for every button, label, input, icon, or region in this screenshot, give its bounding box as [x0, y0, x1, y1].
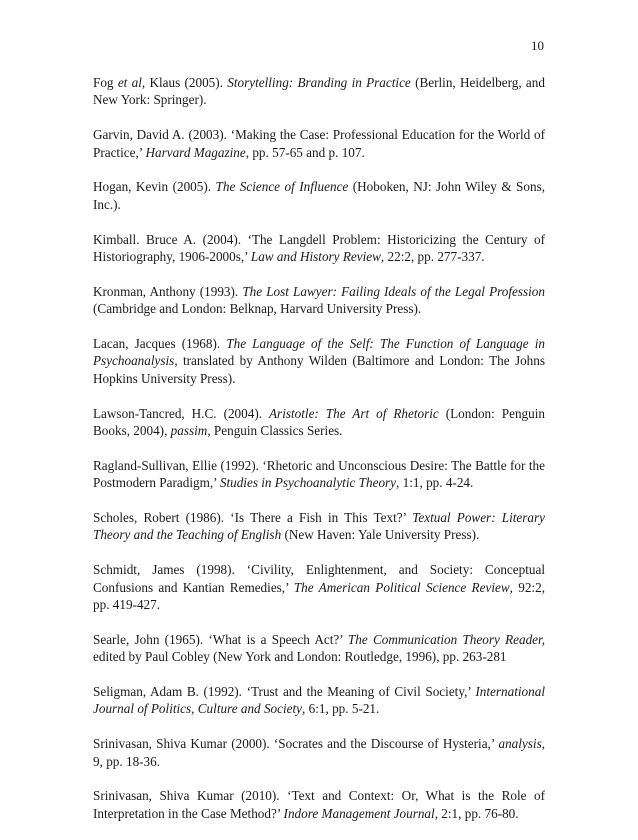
italic-title: analysis [498, 736, 542, 752]
reference-text: , pp. 57-65 and p. 107. [245, 144, 365, 160]
reference-text: , 9, pp. 18-36. [93, 736, 545, 769]
italic-title: The Language of the Self: The Function of Language in Psychoanalysis [93, 336, 545, 369]
reference-text: , 1:1, pp. 4-24. [396, 475, 474, 491]
reference-entry [93, 509, 545, 544]
reference-text: Kronman, Anthony (1993). [93, 283, 243, 299]
reference-text: Fog [93, 75, 118, 90]
italic-title: International Journal of Politics, Culture and Society [93, 684, 545, 717]
reference-text: (Berlin, Heidelberg, and New York: Springer). [93, 75, 545, 108]
reference-list [93, 74, 545, 840]
reference-text: Srinivasan, Shiva Kumar (2000). ‘Socrates and the Discourse of Hysteria,’ [93, 736, 499, 752]
reference-text: Garvin, David A. (2003). ‘Making the Case: Professional Education for the World of Practice,’ [93, 127, 545, 160]
reference-text: , 92:2, pp. 419-427. [93, 579, 545, 613]
italic-title: The Science of Influence [215, 179, 349, 195]
reference-text: , 2:1, pp. 76-80. [434, 805, 519, 821]
reference-text: (New Haven: Yale University Press). [281, 527, 480, 543]
reference-text: , 22:2, pp. 277-337. [380, 249, 485, 265]
italic-title: The Communication Theory Reader, [347, 631, 545, 647]
italic-title: Studies in Psychoanalytic Theory [219, 475, 397, 491]
italic-title: Indore Management Journal [283, 805, 435, 821]
italic-title: Law and History Review [250, 249, 381, 265]
italic-title: Textual Power: Literary Theory and the Teaching of English [93, 510, 545, 543]
reference-text: (Cambridge and London: Belknap, Harvard University Press). [93, 301, 422, 317]
reference-text: edited by Paul Cobley (New York and London: Routledge, 1996), pp. 263-281 [93, 649, 507, 665]
italic-title: Harvard Magazine [145, 144, 246, 160]
italic-title: passim [170, 423, 208, 439]
reference-text: Scholes, Robert (1986). ‘Is There a Fish in This Text?’ [93, 510, 413, 526]
reference-entry [93, 735, 545, 770]
reference-entry [93, 126, 545, 161]
reference-entry [93, 335, 545, 387]
reference-text: Srinivasan, Shiva Kumar (2010). ‘Text and Context: Or, What is the Role of Interpretation in the Case Method?’ [93, 788, 545, 821]
italic-title: et al, [117, 75, 146, 90]
reference-entry [93, 231, 545, 266]
reference-entry [93, 405, 545, 440]
reference-entry [93, 561, 545, 613]
reference-entry [93, 178, 545, 213]
reference-text: Lacan, Jacques (1968). [93, 336, 227, 352]
reference-entry [93, 683, 545, 718]
reference-entry [93, 457, 545, 492]
italic-title: The Lost Lawyer: Failing Ideals of the Legal Profession [242, 283, 545, 299]
reference-entry [93, 74, 545, 109]
reference-text: Klaus (2005). [145, 75, 228, 90]
page-number: 10 [531, 38, 544, 53]
reference-text: Ragland-Sullivan, Ellie (1992). ‘Rhetoric and Unconscious Desire: The Battle for the Postmodern Paradigm,’ [93, 457, 545, 491]
italic-title: The American Political Science Review [293, 579, 510, 595]
italic-title: Storytelling: Branding in Practice [227, 75, 411, 90]
reference-text: , Penguin Classics Series. [207, 423, 343, 439]
reference-text: , 6:1, pp. 5-21. [302, 701, 380, 717]
italic-title: Aristotle: The Art of Rhetoric [269, 405, 439, 421]
reference-text: Searle, John (1965). ‘What is a Speech Act?’ [93, 631, 348, 647]
reference-entry [93, 787, 545, 822]
reference-text: , translated by Anthony Wilden (Baltimore and London: The Johns Hopkins University Press). [93, 353, 545, 386]
reference-text: Kimball. Bruce A. (2004). ‘The Langdell Problem: Historicizing the Century of Historiography, 1906-2000s,’ [93, 231, 545, 265]
reference-entry [93, 283, 545, 318]
reference-text: Lawson-Tancred, H.C. (2004). [93, 405, 269, 421]
reference-text: (Hoboken, NJ: John Wiley & Sons, Inc.). [93, 179, 546, 212]
reference-text: Hogan, Kevin (2005). [93, 179, 216, 195]
reference-entry [93, 631, 545, 666]
reference-text: (London: Penguin Books, 2004), [93, 405, 545, 439]
reference-text: Schmidt, James (1998). ‘Civility, Enlightenment, and Society: Conceptual Confusions and Kantian Remedies,’ [93, 562, 545, 595]
reference-text: Seligman, Adam B. (1992). ‘Trust and the Meaning of Civil Society,’ [93, 684, 476, 700]
